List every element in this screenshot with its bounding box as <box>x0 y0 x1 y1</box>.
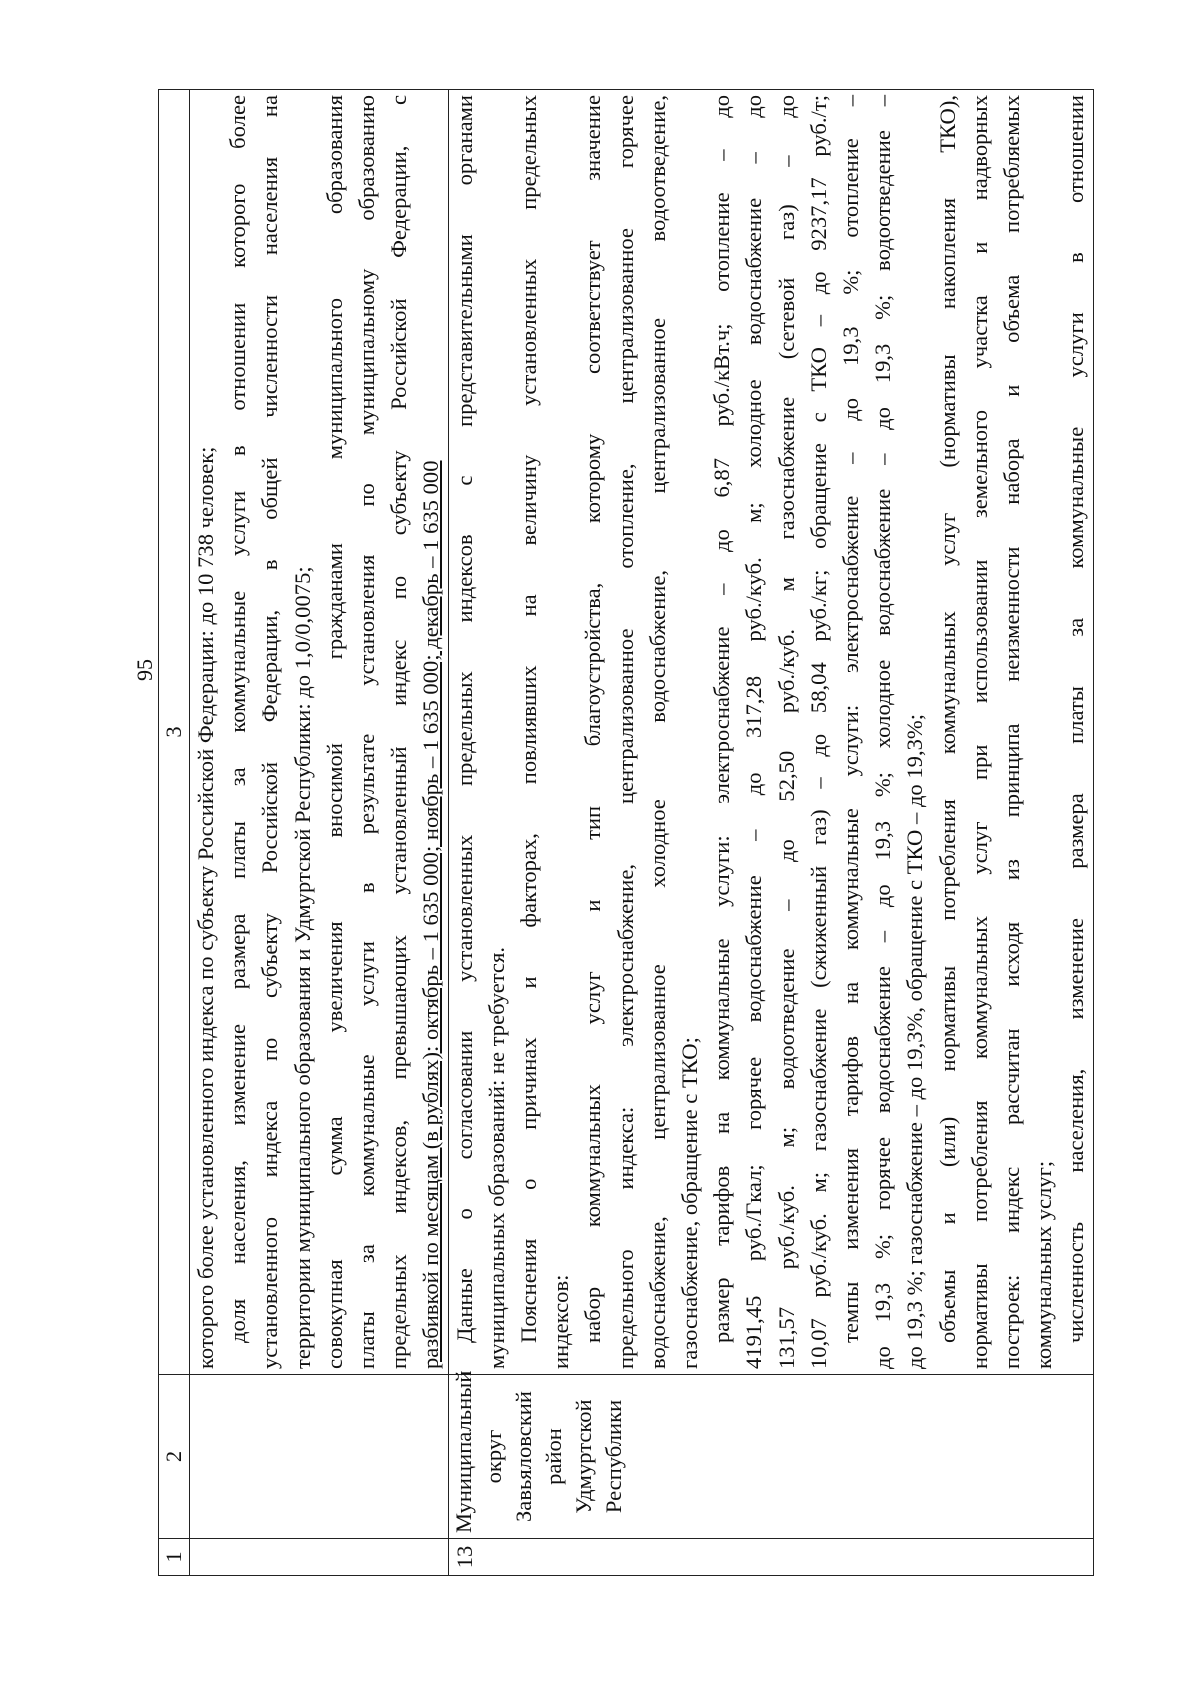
text-line: построек: индекс рассчитан исходя из принципа неизменности набора и объема потребляемых <box>999 95 1025 1369</box>
page-number: 95 <box>132 659 157 681</box>
text-line: водоснабжение, централизованное холодное водоснабжение, централизованное водоотведение, <box>644 95 670 1369</box>
municipality-name-line: Муниципальный <box>450 1370 476 1533</box>
text-line: доля населения, изменение размера платы за коммунальные услуги в отношении которого более <box>225 95 251 1343</box>
text-line: до 19,3 %; горячее водоснабжение – до 19,3 %; холодное водоснабжение – до 19,3 %; водоотведение – <box>870 95 896 1369</box>
text-line: численность населения, изменение размера платы за коммунальные услуги в отношении <box>1063 95 1089 1343</box>
header-col-3: 3 <box>159 90 190 1375</box>
text-line: размер тарифов на коммунальные услуги: электроснабжение – до 6,87 руб./кВт.ч; отопление – до <box>709 95 735 1343</box>
text-line: территории муниципального образования и Удмуртской Республики: до 1,0/0,0075; <box>289 566 315 1369</box>
text-line: набор коммунальных услуг и тип благоустройства, которому соответствует значение <box>580 95 606 1343</box>
text-line: муниципальных образований: не требуется. <box>483 947 509 1369</box>
text-line: 4191,45 руб./Гкал; горячее водоснабжение – до 317,28 руб./куб. м; холодное водоснабжение – до <box>741 95 767 1369</box>
municipality-name-line: округ <box>480 1429 506 1484</box>
text-line: разбивкой по месяцам (в рублях): октябрь – 1 635 000; ноябрь – 1 635 000; декабрь – 1 635 000 <box>418 460 444 1369</box>
text-line: совокупная сумма увеличения вносимой гражданами муниципального образования <box>321 95 347 1369</box>
text-line: установленного индекса по субъекту Российской Федерации, в общей численности населения на <box>257 95 283 1369</box>
municipality-cell <box>190 1375 449 1539</box>
text-line: платы за коммунальные услуги в результате установления по муниципальному образованию <box>354 95 380 1369</box>
text-line: Данные о согласовании установленных предельных индексов с представительными органами <box>451 95 477 1343</box>
row-number-cell <box>190 1539 449 1576</box>
row-number-cell: 13 <box>448 1539 1093 1576</box>
text-line: коммунальных услуг; <box>1031 1160 1057 1369</box>
text-line: предельных индексов, превышающих установленный индекс по субъекту Российской Федерации, с <box>386 95 412 1369</box>
text-line: газоснабжение, обращение с ТКО; <box>677 1037 703 1369</box>
text-line: индексов: <box>548 1274 574 1369</box>
municipality-cell <box>448 1370 1093 1539</box>
municipality-name-line: Завьяловский район <box>510 1391 566 1523</box>
table-row-continuation <box>190 90 449 1576</box>
header-col-1: 1 <box>159 1539 190 1576</box>
municipality-name-line: Удмуртской <box>570 1399 596 1514</box>
description-cell <box>448 90 1093 1375</box>
text-line: темпы изменения тарифов на коммунальные услуги: электроснабжение – до 19,3 %; отопление – <box>838 95 864 1343</box>
text-line: предельного индекса: электроснабжение, централизованное отопление, централизованное горячее <box>612 95 638 1369</box>
header-col-2: 2 <box>159 1375 190 1539</box>
table-row-13 <box>448 90 1093 1576</box>
text-line: до 19,3 %; газоснабжение – до 19,3%, обращение с ТКО – до 19,3%; <box>902 713 928 1369</box>
table-header-row <box>159 90 190 1576</box>
text-line: нормативы потребления коммунальных услуг при использовании земельного участка и надворных <box>966 95 992 1369</box>
text-line: которого более установленного индекса по субъекту Российской Федерации: до 10 738 человек; <box>193 446 218 1369</box>
text-line: 10,07 руб./куб. м; газоснабжение (сжиженный газ) – до 58,04 руб./кг; обращение с ТКО – до 9237,17 руб./т; <box>805 95 831 1369</box>
text-line: Пояснения о причинах и факторах, повлиявших на величину установленных предельных <box>516 95 542 1343</box>
municipality-name-line: Республики <box>600 1399 626 1514</box>
text-line: 131,57 руб./куб. м; водоотведение – до 52,50 руб./куб. м газоснабжение (сетевой газ) – до <box>773 95 799 1369</box>
description-cell <box>190 90 449 1375</box>
indices-table <box>158 89 1094 1576</box>
text-line: объемы и (или) нормативы потребления коммунальных услуг (нормативы накопления ТКО), <box>934 95 960 1343</box>
